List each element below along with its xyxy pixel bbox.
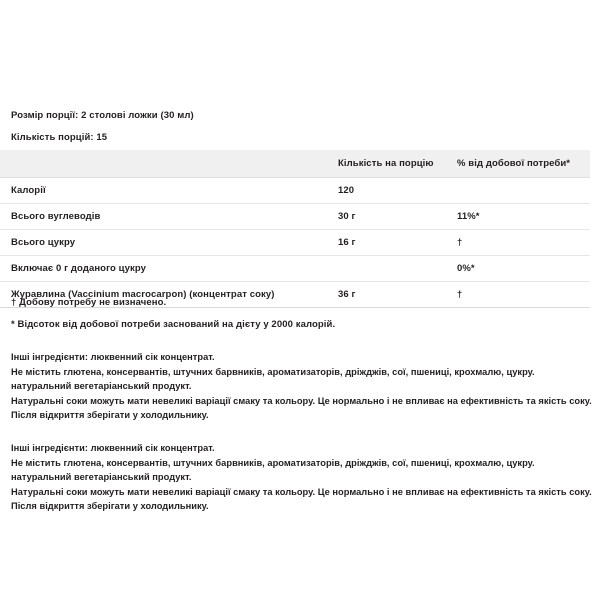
ingredients-block-1: [11, 350, 593, 423]
footnotes: [11, 292, 591, 336]
column-header-daily-value: % від добової потреби*: [457, 150, 590, 178]
nutrient-daily-value: †: [457, 230, 590, 256]
table-body: [0, 178, 590, 308]
table-row: [0, 256, 590, 282]
nutrient-name: Журавлина (Vaccinium macrocarpon) (концентрат соку): [0, 282, 338, 308]
table-row: [0, 204, 590, 230]
table-row: [0, 178, 590, 204]
nutrient-daily-value: 0%*: [457, 256, 590, 282]
nutrient-amount: 16 г: [338, 230, 457, 256]
nutrient-amount: 36 г: [338, 282, 457, 308]
nutrient-daily-value: 11%*: [457, 204, 590, 230]
free-from-line: Не містить глютена, консервантів, штучних барвників, ароматизаторів, дріжджів, сої, пшениці, крохмалю, цукру.: [11, 457, 535, 468]
nutrition-facts-table: [0, 150, 590, 308]
nutrient-daily-value: †: [457, 282, 590, 308]
column-header-nutrient: [0, 150, 338, 178]
footnote-dagger: † Добову потребу не визначено.: [11, 297, 167, 308]
free-from-line: Не містить глютена, консервантів, штучних барвників, ароматизаторів, дріжджів, сої, пшениці, крохмалю, цукру.: [11, 366, 535, 377]
serving-information: [11, 105, 591, 149]
natural-variation-line: Натуральні соки можуть мати невеликі варіації смаку та кольору. Це нормально і не впливає на ефективність та якість соку.: [11, 486, 592, 497]
vegetarian-line: натуральний вегетаріанський продукт.: [11, 472, 192, 483]
table-header-row: [0, 150, 590, 178]
nutrient-amount: 120: [338, 178, 457, 204]
storage-line: Після відкриття зберігати у холодильнику.: [11, 501, 209, 512]
ingredients-block-2: [11, 441, 593, 514]
table-header: [0, 150, 590, 178]
nutrient-name: Всього вуглеводів: [0, 204, 338, 230]
nutrient-amount: [338, 256, 457, 282]
table-row: [0, 230, 590, 256]
serving-size-line: Розмір порції: 2 столові ложки (30 мл): [11, 110, 194, 121]
nutrient-name: Всього цукру: [0, 230, 338, 256]
natural-variation-line: Натуральні соки можуть мати невеликі варіації смаку та кольору. Це нормально і не впливає на ефективність та якість соку.: [11, 395, 592, 406]
other-ingredients-line: Інші інгредієнти: люквенний сік концентрат.: [11, 442, 215, 453]
nutrient-daily-value: [457, 178, 590, 204]
vegetarian-line: натуральний вегетаріанський продукт.: [11, 381, 192, 392]
ingredients-section: [11, 350, 593, 514]
servings-per-container-line: Кількість порцій: 15: [11, 132, 108, 143]
other-ingredients-line: Інші інгредієнти: люквенний сік концентрат.: [11, 352, 215, 362]
nutrient-amount: 30 г: [338, 204, 457, 230]
storage-line: Після відкриття зберігати у холодильнику.: [11, 410, 209, 421]
nutrient-name: Калорії: [0, 178, 338, 204]
footnote-asterisk: * Відсоток від добової потреби заснований на дієту у 2000 калорій.: [11, 319, 336, 330]
nutrient-name: Включає 0 г доданого цукру: [0, 256, 338, 282]
column-header-amount-per-serving: Кількість на порцію: [338, 150, 457, 178]
